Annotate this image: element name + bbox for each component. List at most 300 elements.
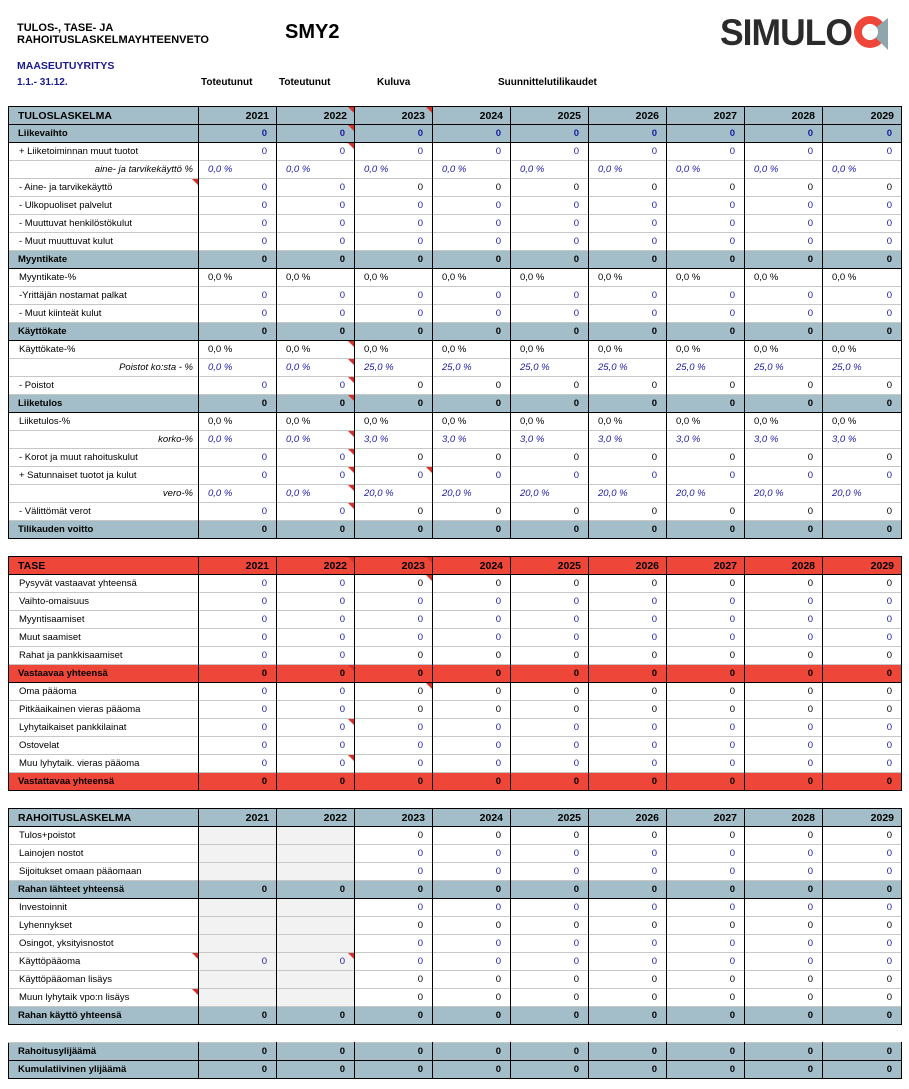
cell-2024: 0 — [433, 683, 511, 701]
cell-2028: 0 — [745, 701, 823, 719]
cell-2025[interactable]: 0 — [511, 287, 589, 305]
cell-2021[interactable]: 0 — [199, 953, 277, 971]
cell-2029[interactable]: 0 — [823, 953, 902, 971]
cell-2024[interactable]: 0 — [433, 233, 511, 251]
cell-2025[interactable]: 0 — [511, 611, 589, 629]
cell-2022[interactable]: 0 — [277, 755, 355, 773]
cell-2024[interactable]: 0 — [433, 629, 511, 647]
cell-2025[interactable]: 0 — [511, 935, 589, 953]
cell-2025[interactable]: 0 — [511, 899, 589, 917]
cell-2025[interactable]: 0,0 % — [511, 161, 589, 179]
cell-2023[interactable]: 0 — [355, 197, 433, 215]
cell-2025[interactable]: 0 — [511, 737, 589, 755]
cell-2029[interactable]: 0 — [823, 197, 902, 215]
cell-2023[interactable]: 0 — [355, 863, 433, 881]
cell-2023: 0 — [355, 503, 433, 521]
cell-2022[interactable]: 0 — [277, 683, 355, 701]
cell-2026[interactable]: 3,0 % — [589, 431, 667, 449]
cell-2023[interactable]: 0 — [355, 233, 433, 251]
cell-2027: 0,0 % — [667, 341, 745, 359]
row-label: - Ulkopuoliset palvelut — [9, 197, 199, 215]
cell-2024[interactable]: 0 — [433, 287, 511, 305]
cell-2021[interactable]: 0,0 % — [199, 161, 277, 179]
cell-2026[interactable]: 0 — [589, 737, 667, 755]
cell-2022[interactable]: 0 — [277, 467, 355, 485]
year-header-2029: 2029 — [823, 107, 902, 125]
cell-2023[interactable]: 0 — [355, 719, 433, 737]
cell-2028[interactable]: 0 — [745, 737, 823, 755]
cell-2026: 0 — [589, 395, 667, 413]
cell-2022[interactable] — [277, 935, 355, 953]
cell-2023[interactable]: 0 — [355, 593, 433, 611]
cell-2023[interactable]: 20,0 % — [355, 485, 433, 503]
cell-2023[interactable]: 0 — [355, 467, 433, 485]
cell-2024: 0 — [433, 917, 511, 935]
cell-2028: 0 — [745, 881, 823, 899]
cell-2028[interactable]: 0 — [745, 467, 823, 485]
cell-2029: 0 — [823, 395, 902, 413]
cell-2024[interactable]: 0 — [433, 467, 511, 485]
cell-2026[interactable]: 0 — [589, 719, 667, 737]
cell-2024[interactable]: 0 — [433, 899, 511, 917]
cell-2027: 0 — [667, 503, 745, 521]
cell-2024[interactable]: 0 — [433, 845, 511, 863]
cell-2026[interactable]: 0 — [589, 287, 667, 305]
cell-2022[interactable]: 0 — [277, 719, 355, 737]
cell-2025[interactable]: 0 — [511, 305, 589, 323]
cell-2026[interactable]: 0 — [589, 305, 667, 323]
cell-2022: 0,0 % — [277, 269, 355, 287]
cell-2027: 0 — [667, 683, 745, 701]
cell-2028[interactable]: 0 — [745, 305, 823, 323]
cell-2029[interactable]: 0,0 % — [823, 161, 902, 179]
cell-2021[interactable]: 0 — [199, 503, 277, 521]
cell-2024: 0 — [433, 827, 511, 845]
cell-2022[interactable]: 0 — [277, 503, 355, 521]
cell-2022: 0,0 % — [277, 413, 355, 431]
cell-2027: 0 — [667, 179, 745, 197]
cell-2026[interactable]: 0 — [589, 197, 667, 215]
cell-2021[interactable]: 0,0 % — [199, 485, 277, 503]
cell-2028[interactable]: 0 — [745, 611, 823, 629]
cell-2025[interactable]: 0 — [511, 233, 589, 251]
cell-2027[interactable]: 0 — [667, 737, 745, 755]
cell-2021[interactable]: 0 — [199, 179, 277, 197]
cell-2025: 0 — [511, 521, 589, 539]
cell-2025[interactable]: 3,0 % — [511, 431, 589, 449]
cell-2021[interactable]: 0 — [199, 737, 277, 755]
row-label: - Korot ja muut rahoituskulut — [9, 449, 199, 467]
cell-2022[interactable]: 0,0 % — [277, 431, 355, 449]
balance_sheet-header-row — [9, 557, 902, 575]
cell-2027: 0 — [667, 971, 745, 989]
cell-2028[interactable]: 0 — [745, 845, 823, 863]
row-vero — [9, 485, 902, 503]
row-label: Myyntisaamiset — [9, 611, 199, 629]
cell-2027[interactable]: 0 — [667, 233, 745, 251]
cell-2022[interactable]: 0 — [277, 197, 355, 215]
cell-2025[interactable]: 0 — [511, 719, 589, 737]
cell-2028: 0,0 % — [745, 413, 823, 431]
cell-2021[interactable]: 0 — [199, 467, 277, 485]
cell-2025[interactable]: 0 — [511, 863, 589, 881]
cell-2021[interactable] — [199, 935, 277, 953]
cell-2022[interactable]: 0 — [277, 215, 355, 233]
cell-2021[interactable]: 0,0 % — [199, 359, 277, 377]
cell-2027[interactable]: 0 — [667, 467, 745, 485]
cell-2025[interactable]: 0 — [511, 593, 589, 611]
cell-2027: 0 — [667, 323, 745, 341]
cell-2027[interactable]: 0 — [667, 611, 745, 629]
cell-2022: 0 — [277, 125, 355, 143]
cell-2026[interactable]: 0 — [589, 845, 667, 863]
cell-2023[interactable]: 0 — [355, 935, 433, 953]
cell-2021[interactable]: 0 — [199, 647, 277, 665]
cell-2021[interactable]: 0 — [199, 575, 277, 593]
cell-2027: 0 — [667, 827, 745, 845]
cell-2024[interactable]: 0 — [433, 935, 511, 953]
cell-2025[interactable]: 25,0 % — [511, 359, 589, 377]
cell-2026[interactable]: 25,0 % — [589, 359, 667, 377]
cell-2025[interactable]: 0 — [511, 629, 589, 647]
cell-2022[interactable]: 0 — [277, 287, 355, 305]
cell-2025: 0 — [511, 395, 589, 413]
cell-2026: 0 — [589, 251, 667, 269]
row-label: - Muut kiinteät kulut — [9, 305, 199, 323]
cell-2025: 0 — [511, 1043, 589, 1061]
cell-2022[interactable]: 0,0 % — [277, 161, 355, 179]
cell-2022[interactable]: 0,0 % — [277, 485, 355, 503]
cell-2021[interactable]: 0 — [199, 287, 277, 305]
cell-2023[interactable]: 0 — [355, 755, 433, 773]
cell-2024: 0 — [433, 1007, 511, 1025]
cell-2022[interactable]: 0 — [277, 611, 355, 629]
cell-2025[interactable]: 20,0 % — [511, 485, 589, 503]
cell-2024[interactable]: 0,0 % — [433, 161, 511, 179]
cell-2026: 0 — [589, 971, 667, 989]
cell-2026[interactable]: 0 — [589, 215, 667, 233]
row-label: + Liiketoiminnan muut tuotot — [9, 143, 199, 161]
cell-2024[interactable]: 3,0 % — [433, 431, 511, 449]
cell-2024: 0 — [433, 503, 511, 521]
col-planning: Suunnittelutilikaudet — [498, 77, 597, 88]
cell-2023[interactable]: 0 — [355, 737, 433, 755]
cell-2027[interactable]: 0 — [667, 845, 745, 863]
cell-2026[interactable]: 0 — [589, 143, 667, 161]
row-muuttuvat-henkilostokulut — [9, 215, 902, 233]
row-label: Pysyvät vastaavat yhteensä — [9, 575, 199, 593]
cell-2023[interactable]: 0 — [355, 845, 433, 863]
cell-2024[interactable]: 0 — [433, 215, 511, 233]
cell-2022[interactable]: 0 — [277, 449, 355, 467]
cell-2028[interactable]: 0 — [745, 143, 823, 161]
cell-2026[interactable]: 0 — [589, 629, 667, 647]
cell-2021[interactable] — [199, 845, 277, 863]
cell-2028: 0 — [745, 683, 823, 701]
cell-2028[interactable]: 0 — [745, 197, 823, 215]
cell-2023: 0 — [355, 773, 433, 791]
cell-2025[interactable]: 0 — [511, 143, 589, 161]
cell-2027[interactable]: 0 — [667, 593, 745, 611]
cell-2021[interactable]: 0 — [199, 755, 277, 773]
cell-2021: 0 — [199, 773, 277, 791]
cell-2024[interactable]: 0 — [433, 593, 511, 611]
cell-2027[interactable]: 0,0 % — [667, 161, 745, 179]
cell-2025[interactable]: 0 — [511, 197, 589, 215]
cell-2022[interactable]: 0,0 % — [277, 359, 355, 377]
cell-2026[interactable]: 0,0 % — [589, 161, 667, 179]
cell-2024[interactable]: 0 — [433, 719, 511, 737]
row-rahan-kaytto-yhteensa — [9, 1007, 902, 1025]
cell-2023[interactable]: 3,0 % — [355, 431, 433, 449]
row-muun-lyhytaik-vpo-n-lisays — [9, 989, 902, 1007]
cell-2021[interactable]: 0 — [199, 305, 277, 323]
cell-2027[interactable]: 25,0 % — [667, 359, 745, 377]
cell-2026[interactable]: 0 — [589, 755, 667, 773]
company-name: MAASEUTUYRITYS — [17, 60, 115, 72]
row-myyntisaamiset — [9, 611, 902, 629]
cell-2025[interactable]: 0 — [511, 953, 589, 971]
cell-2022[interactable]: 0 — [277, 629, 355, 647]
cell-2029[interactable]: 0 — [823, 611, 902, 629]
cell-2022[interactable]: 0 — [277, 953, 355, 971]
cell-2029: 0 — [823, 179, 902, 197]
row-lyhytaikaiset-pankkilainat — [9, 719, 902, 737]
year-header-2026: 2026 — [589, 809, 667, 827]
year-header-2026: 2026 — [589, 557, 667, 575]
cell-2026[interactable]: 0 — [589, 953, 667, 971]
row-label: Käyttöpääoman lisäys — [9, 971, 199, 989]
cell-2025[interactable]: 0 — [511, 755, 589, 773]
cell-2023[interactable]: 0 — [355, 305, 433, 323]
row-investoinnit — [9, 899, 902, 917]
cell-2022[interactable]: 0 — [277, 377, 355, 395]
cell-2021[interactable]: 0 — [199, 719, 277, 737]
cell-2027: 0,0 % — [667, 269, 745, 287]
cell-2029[interactable]: 0 — [823, 755, 902, 773]
cell-2021[interactable]: 0 — [199, 449, 277, 467]
cell-2021[interactable]: 0 — [199, 611, 277, 629]
cell-2029[interactable]: 20,0 % — [823, 485, 902, 503]
cell-2024[interactable]: 0 — [433, 305, 511, 323]
cell-2026[interactable]: 0 — [589, 935, 667, 953]
cell-2028: 0 — [745, 971, 823, 989]
cell-2022[interactable] — [277, 845, 355, 863]
cell-2028[interactable]: 0 — [745, 935, 823, 953]
cell-2029[interactable]: 0 — [823, 215, 902, 233]
cell-2027[interactable]: 0 — [667, 629, 745, 647]
cell-2026: 0,0 % — [589, 269, 667, 287]
cell-2022[interactable]: 0 — [277, 737, 355, 755]
cell-2029[interactable]: 25,0 % — [823, 359, 902, 377]
cell-2028[interactable]: 0 — [745, 233, 823, 251]
cell-2021[interactable]: 0 — [199, 197, 277, 215]
cell-2027[interactable]: 0 — [667, 719, 745, 737]
cell-2029: 0 — [823, 449, 902, 467]
cell-2028[interactable]: 0 — [745, 953, 823, 971]
row-label: Tilikauden voitto — [9, 521, 199, 539]
cell-2026: 0 — [589, 917, 667, 935]
cell-2027[interactable]: 0 — [667, 755, 745, 773]
cell-2027[interactable]: 0 — [667, 863, 745, 881]
cell-2023[interactable]: 0 — [355, 287, 433, 305]
cell-2027[interactable]: 3,0 % — [667, 431, 745, 449]
cell-2027[interactable]: 0 — [667, 197, 745, 215]
cell-2025: 0,0 % — [511, 269, 589, 287]
cell-2022: 0 — [277, 773, 355, 791]
cell-2024[interactable]: 25,0 % — [433, 359, 511, 377]
row-aine-ja-tarvikekaytto — [9, 179, 902, 197]
cell-2026[interactable]: 0 — [589, 467, 667, 485]
cell-2028[interactable]: 20,0 % — [745, 485, 823, 503]
cell-2029[interactable]: 3,0 % — [823, 431, 902, 449]
cell-2023: 0 — [355, 881, 433, 899]
cell-2021[interactable]: 0 — [199, 683, 277, 701]
cell-2024: 0 — [433, 647, 511, 665]
cell-2029[interactable]: 0 — [823, 899, 902, 917]
row-poistot — [9, 377, 902, 395]
cell-2025[interactable]: 0 — [511, 215, 589, 233]
cell-2021[interactable]: 0 — [199, 215, 277, 233]
cell-2027[interactable]: 20,0 % — [667, 485, 745, 503]
cell-2029[interactable]: 0 — [823, 143, 902, 161]
row-satunnaiset-tuotot-ja-kulut — [9, 467, 902, 485]
cell-2022[interactable]: 0 — [277, 593, 355, 611]
cell-2023[interactable]: 0 — [355, 215, 433, 233]
cell-2026[interactable]: 20,0 % — [589, 485, 667, 503]
cell-2022[interactable]: 0 — [277, 179, 355, 197]
cell-2029[interactable]: 0 — [823, 287, 902, 305]
cell-2029[interactable]: 0 — [823, 737, 902, 755]
cell-2028[interactable]: 0 — [745, 899, 823, 917]
cell-2028[interactable]: 0 — [745, 593, 823, 611]
cell-2021[interactable]: 0 — [199, 629, 277, 647]
cell-2023: 0 — [355, 1043, 433, 1061]
report-title-line2: RAHOITUSLASKELMAYHTEENVETO — [17, 34, 209, 46]
cell-2023: 0 — [355, 989, 433, 1007]
cell-2021[interactable]: 0,0 % — [199, 431, 277, 449]
cell-2025[interactable]: 0 — [511, 467, 589, 485]
cell-2026[interactable]: 0 — [589, 863, 667, 881]
cell-2028[interactable]: 0 — [745, 287, 823, 305]
cell-2029[interactable]: 0 — [823, 935, 902, 953]
cell-2022[interactable]: 0 — [277, 305, 355, 323]
cell-2021: 0,0 % — [199, 341, 277, 359]
cell-2024[interactable]: 0 — [433, 611, 511, 629]
cell-2028[interactable]: 3,0 % — [745, 431, 823, 449]
cell-2023[interactable]: 0 — [355, 143, 433, 161]
cell-2023[interactable]: 25,0 % — [355, 359, 433, 377]
cell-2029[interactable]: 0 — [823, 593, 902, 611]
cell-2023[interactable]: 0 — [355, 953, 433, 971]
cell-2029[interactable]: 0 — [823, 233, 902, 251]
cell-2024[interactable]: 0 — [433, 143, 511, 161]
cell-2029[interactable]: 0 — [823, 305, 902, 323]
cell-2027[interactable]: 0 — [667, 287, 745, 305]
cell-2024: 0 — [433, 773, 511, 791]
cell-2026: 0 — [589, 377, 667, 395]
cell-2029[interactable]: 0 — [823, 845, 902, 863]
cell-2028[interactable]: 25,0 % — [745, 359, 823, 377]
cell-2029[interactable]: 0 — [823, 719, 902, 737]
cell-2022[interactable] — [277, 899, 355, 917]
cell-2026[interactable]: 0 — [589, 899, 667, 917]
cell-2027[interactable]: 0 — [667, 935, 745, 953]
cell-2025: 0 — [511, 125, 589, 143]
cell-2024[interactable]: 0 — [433, 755, 511, 773]
cell-2022[interactable] — [277, 863, 355, 881]
cell-2022[interactable]: 0 — [277, 647, 355, 665]
row-liiketulos — [9, 413, 902, 431]
cell-2021[interactable] — [199, 863, 277, 881]
cell-2028[interactable]: 0,0 % — [745, 161, 823, 179]
cell-2023: 0 — [355, 125, 433, 143]
cell-2027[interactable]: 0 — [667, 143, 745, 161]
cell-2023[interactable]: 0,0 % — [355, 161, 433, 179]
cell-2029: 0 — [823, 773, 902, 791]
cell-2024: 0 — [433, 377, 511, 395]
cell-2021[interactable]: 0 — [199, 593, 277, 611]
cell-2022: 0 — [277, 1043, 355, 1061]
cell-2026[interactable]: 0 — [589, 593, 667, 611]
row-label: Osingot, yksityisnostot — [9, 935, 199, 953]
cell-2023[interactable]: 0 — [355, 611, 433, 629]
cell-2028[interactable]: 0 — [745, 755, 823, 773]
cell-2029[interactable]: 0 — [823, 629, 902, 647]
cell-2021[interactable]: 0 — [199, 701, 277, 719]
cell-2022[interactable]: 0 — [277, 233, 355, 251]
cell-2024[interactable]: 0 — [433, 737, 511, 755]
cell-2022[interactable]: 0 — [277, 143, 355, 161]
cell-2025: 0 — [511, 683, 589, 701]
cell-2028[interactable]: 0 — [745, 215, 823, 233]
cell-2025[interactable]: 0 — [511, 845, 589, 863]
cell-2028[interactable]: 0 — [745, 863, 823, 881]
row-label: Lyhennykset — [9, 917, 199, 935]
cell-2023[interactable]: 0 — [355, 899, 433, 917]
cell-2027[interactable]: 0 — [667, 305, 745, 323]
cell-2022[interactable]: 0 — [277, 701, 355, 719]
cell-2028: 0 — [745, 125, 823, 143]
cell-2027[interactable]: 0 — [667, 215, 745, 233]
cell-2023: 0 — [355, 917, 433, 935]
cell-2024[interactable]: 0 — [433, 953, 511, 971]
row-lyhennykset — [9, 917, 902, 935]
cell-2021[interactable]: 0 — [199, 377, 277, 395]
row-kayttopaaoman-lisays — [9, 971, 902, 989]
cell-2022[interactable]: 0 — [277, 575, 355, 593]
cell-2021[interactable] — [199, 899, 277, 917]
cell-2029[interactable]: 0 — [823, 863, 902, 881]
cell-2021: 0 — [199, 1007, 277, 1025]
cell-2021[interactable]: 0 — [199, 233, 277, 251]
cell-2025: 0 — [511, 251, 589, 269]
cell-2028[interactable]: 0 — [745, 629, 823, 647]
cell-2026[interactable]: 0 — [589, 233, 667, 251]
cell-2026[interactable]: 0 — [589, 611, 667, 629]
cell-2027[interactable]: 0 — [667, 953, 745, 971]
cell-2024[interactable]: 20,0 % — [433, 485, 511, 503]
cell-2024[interactable]: 0 — [433, 197, 511, 215]
cell-2029[interactable]: 0 — [823, 467, 902, 485]
cell-2029: 0 — [823, 251, 902, 269]
cell-2029: 0 — [823, 971, 902, 989]
cell-2028[interactable]: 0 — [745, 719, 823, 737]
cell-2027[interactable]: 0 — [667, 899, 745, 917]
cell-2024[interactable]: 0 — [433, 863, 511, 881]
cell-2021[interactable]: 0 — [199, 143, 277, 161]
cell-2023[interactable]: 0 — [355, 629, 433, 647]
